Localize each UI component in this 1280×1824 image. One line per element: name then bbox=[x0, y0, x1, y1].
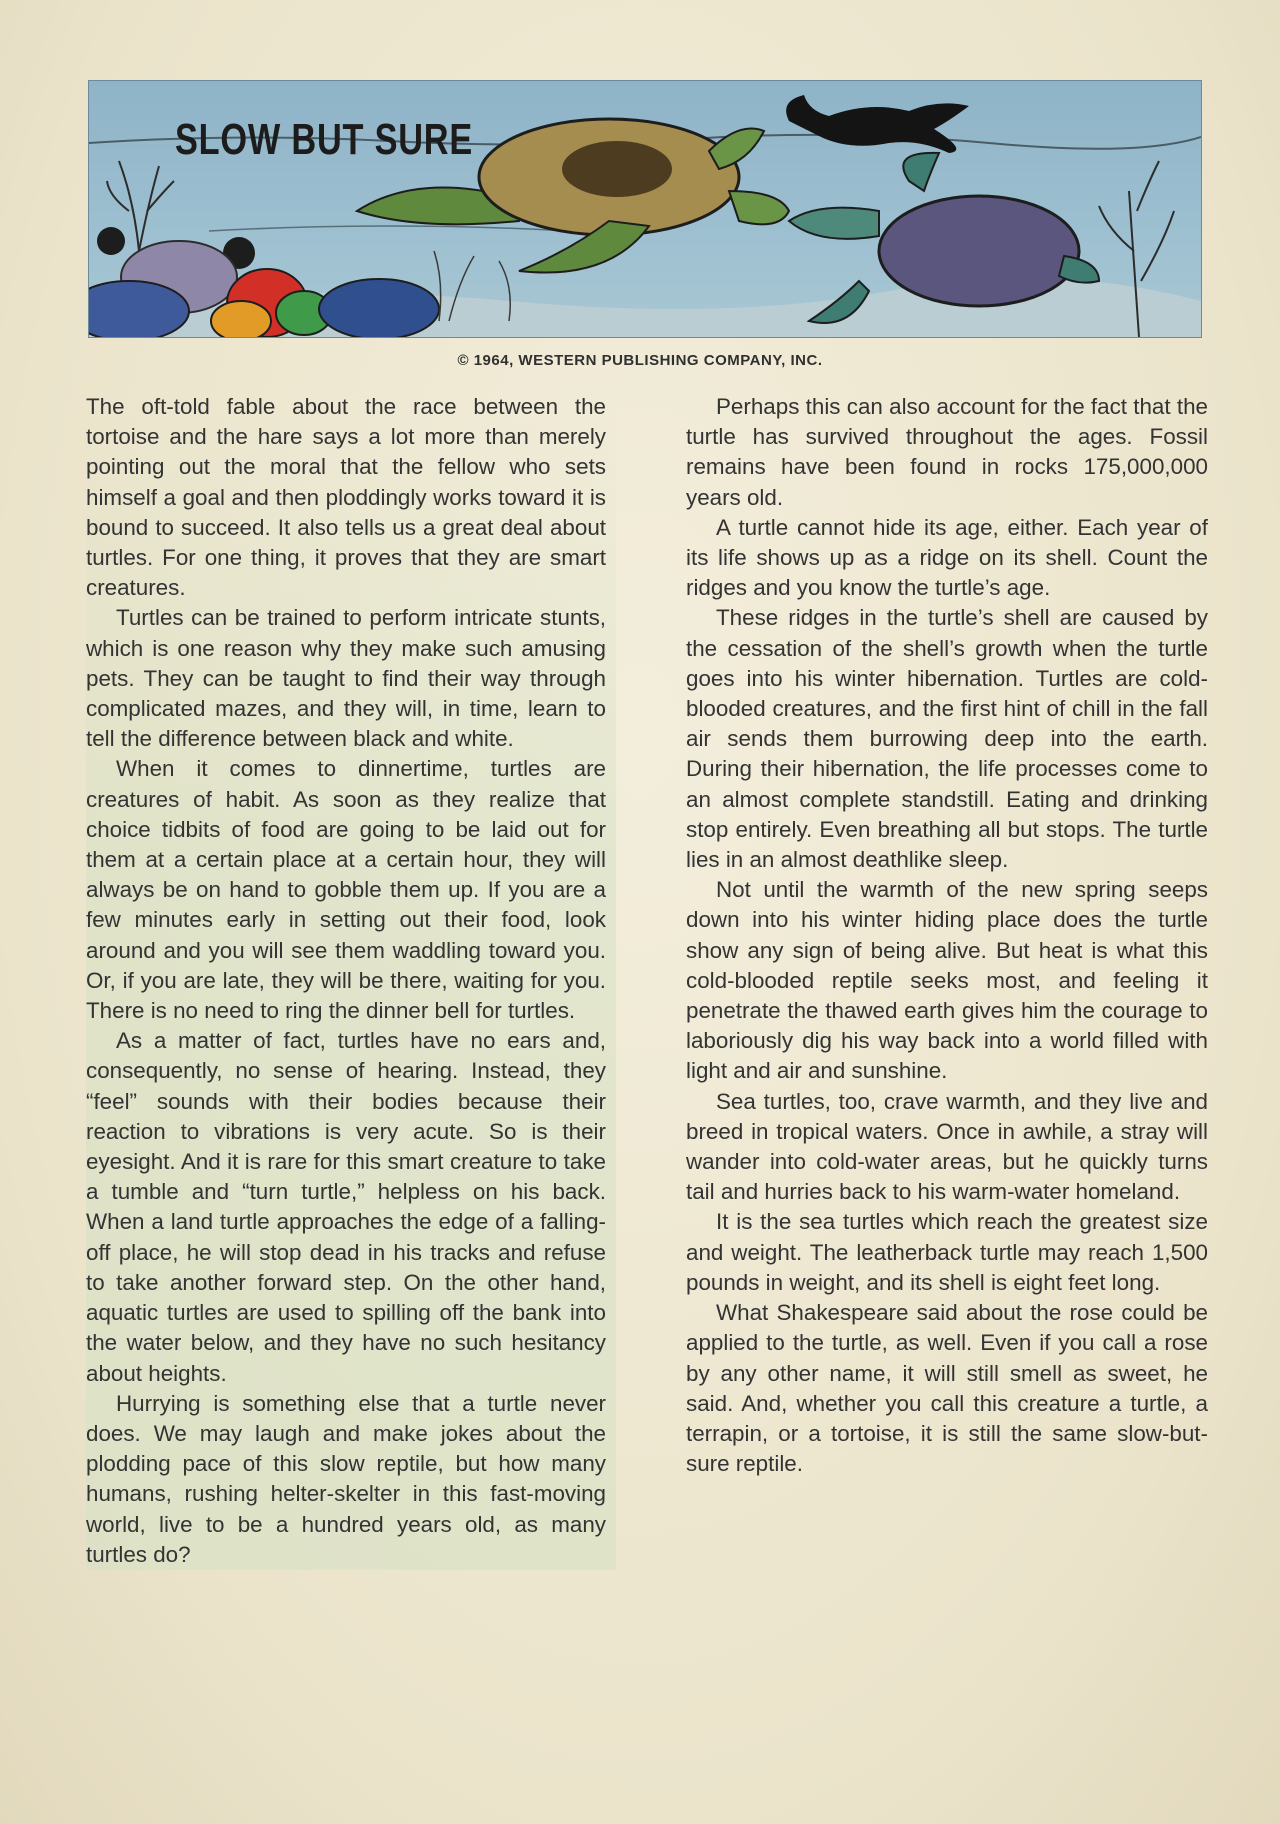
sea-turtle-icon bbox=[786, 95, 969, 153]
paragraph: The oft-told fable about the race between the tortoise and the hare says a lot more than merely pointing out the moral that the fellow who sets himself a goal and then ploddingly works toward it is bound to succeed. It also tells us a great deal about turtles. For one thing, it proves that they are smart creatures. bbox=[86, 394, 606, 601]
paragraph: Hurrying is something else that a turtle never does. We may laugh and make jokes about the plodding pace of this slow reptile, but how many humans, rushing helter-skelter in this fast-moving world, live to be a hundred years old, as many turtles do? bbox=[86, 1390, 606, 1567]
paragraph: It is the sea turtles which reach the greatest size and weight. The leatherback turtle may reach 1,500 pounds in weight, and its shell is eight feet long. bbox=[686, 1209, 1208, 1295]
page-title: SLOW BUT SURE bbox=[175, 115, 474, 164]
paragraph: As a matter of fact, turtles have no ears and, consequently, no sense of hearing. Instead, they “feel” sounds with their bodies because their reaction to vibrations is very acute. So is their eyesight. And it is rare for this smart creature to take a tumble and “turn turtle,” helpless on his back. When a land turtle approaches the edge of a falling-off place, he will stop dead in his tracks and refuse to take another forward step. On the other hand, aquatic turtles are used to spilling off the bank into the water below, and they have no such hesitancy about heights. bbox=[86, 1028, 606, 1386]
copyright-notice: © 1964, WESTERN PUBLISHING COMPANY, INC. bbox=[457, 352, 823, 369]
paragraph: These ridges in the turtle’s shell are caused by the cessation of the shell’s growth when the turtle goes into his winter hibernation. Turtles are cold-blooded creatures, and the first hint of chill in the fall air sends them burrowing deep into the earth. During their hibernation, the life processes come to an almost complete standstill. Eating and drinking stop entirely. Even breathing all but stops. The turtle lies in an almost deathlike sleep. bbox=[686, 605, 1208, 873]
paragraph: Sea turtles, too, crave warmth, and they live and breed in tropical waters. Once in awhile, a stray will wander into cold-water areas, but he quickly turns tail and hurries back to his warm-water homeland. bbox=[686, 1088, 1208, 1205]
paragraph: Not until the warmth of the new spring seeps down into his winter hiding place does the turtle show any sign of being alive. But heat is what this cold-blooded reptile seeks most, and feeling it penetrate the thawed earth gives him the courage to laboriously dig his way back into a world filled with light and air and sunshine. bbox=[686, 877, 1208, 1084]
paragraph: When it comes to dinnertime, turtles are creatures of habit. As soon as they realize that choice tidbits of food are going to be laid out for them at a certain place at a certain hour, they will always be on hand to gobble them up. If you are a few minutes early in setting out their food, look around and you will see them waddling toward you. Or, if you are late, they will be there, waiting for you. There is no need to ring the dinner bell for turtles. bbox=[86, 756, 606, 1024]
coral-icon bbox=[89, 241, 439, 337]
paragraph: What Shakespeare said about the rose could be applied to the turtle, as well. Even if you call a rose by any other name, it will still smell as sweet, he said. And, whether you call this creature a turtle, a terrapin, or a tortoise, it is still the same slow-but-sure reptile. bbox=[686, 1300, 1208, 1477]
article-right-column bbox=[686, 392, 1208, 1479]
paragraph: Perhaps this can also account for the fact that the turtle has survived throughout the ages. Fossil remains have been found in rocks 175,000,000 years old. bbox=[686, 394, 1208, 510]
paragraph: Turtles can be trained to perform intricate stunts, which is one reason why they make such amusing pets. They can be taught to find their way through complicated mazes, and they will, in time, learn to tell the difference between black and white. bbox=[86, 605, 606, 752]
title-banner-illustration bbox=[88, 80, 1202, 338]
article-left-column bbox=[86, 392, 616, 1570]
paragraph: A turtle cannot hide its age, either. Each year of its life shows up as a ridge on its shell. Count the ridges and you know the turtle’s age. bbox=[686, 514, 1208, 601]
